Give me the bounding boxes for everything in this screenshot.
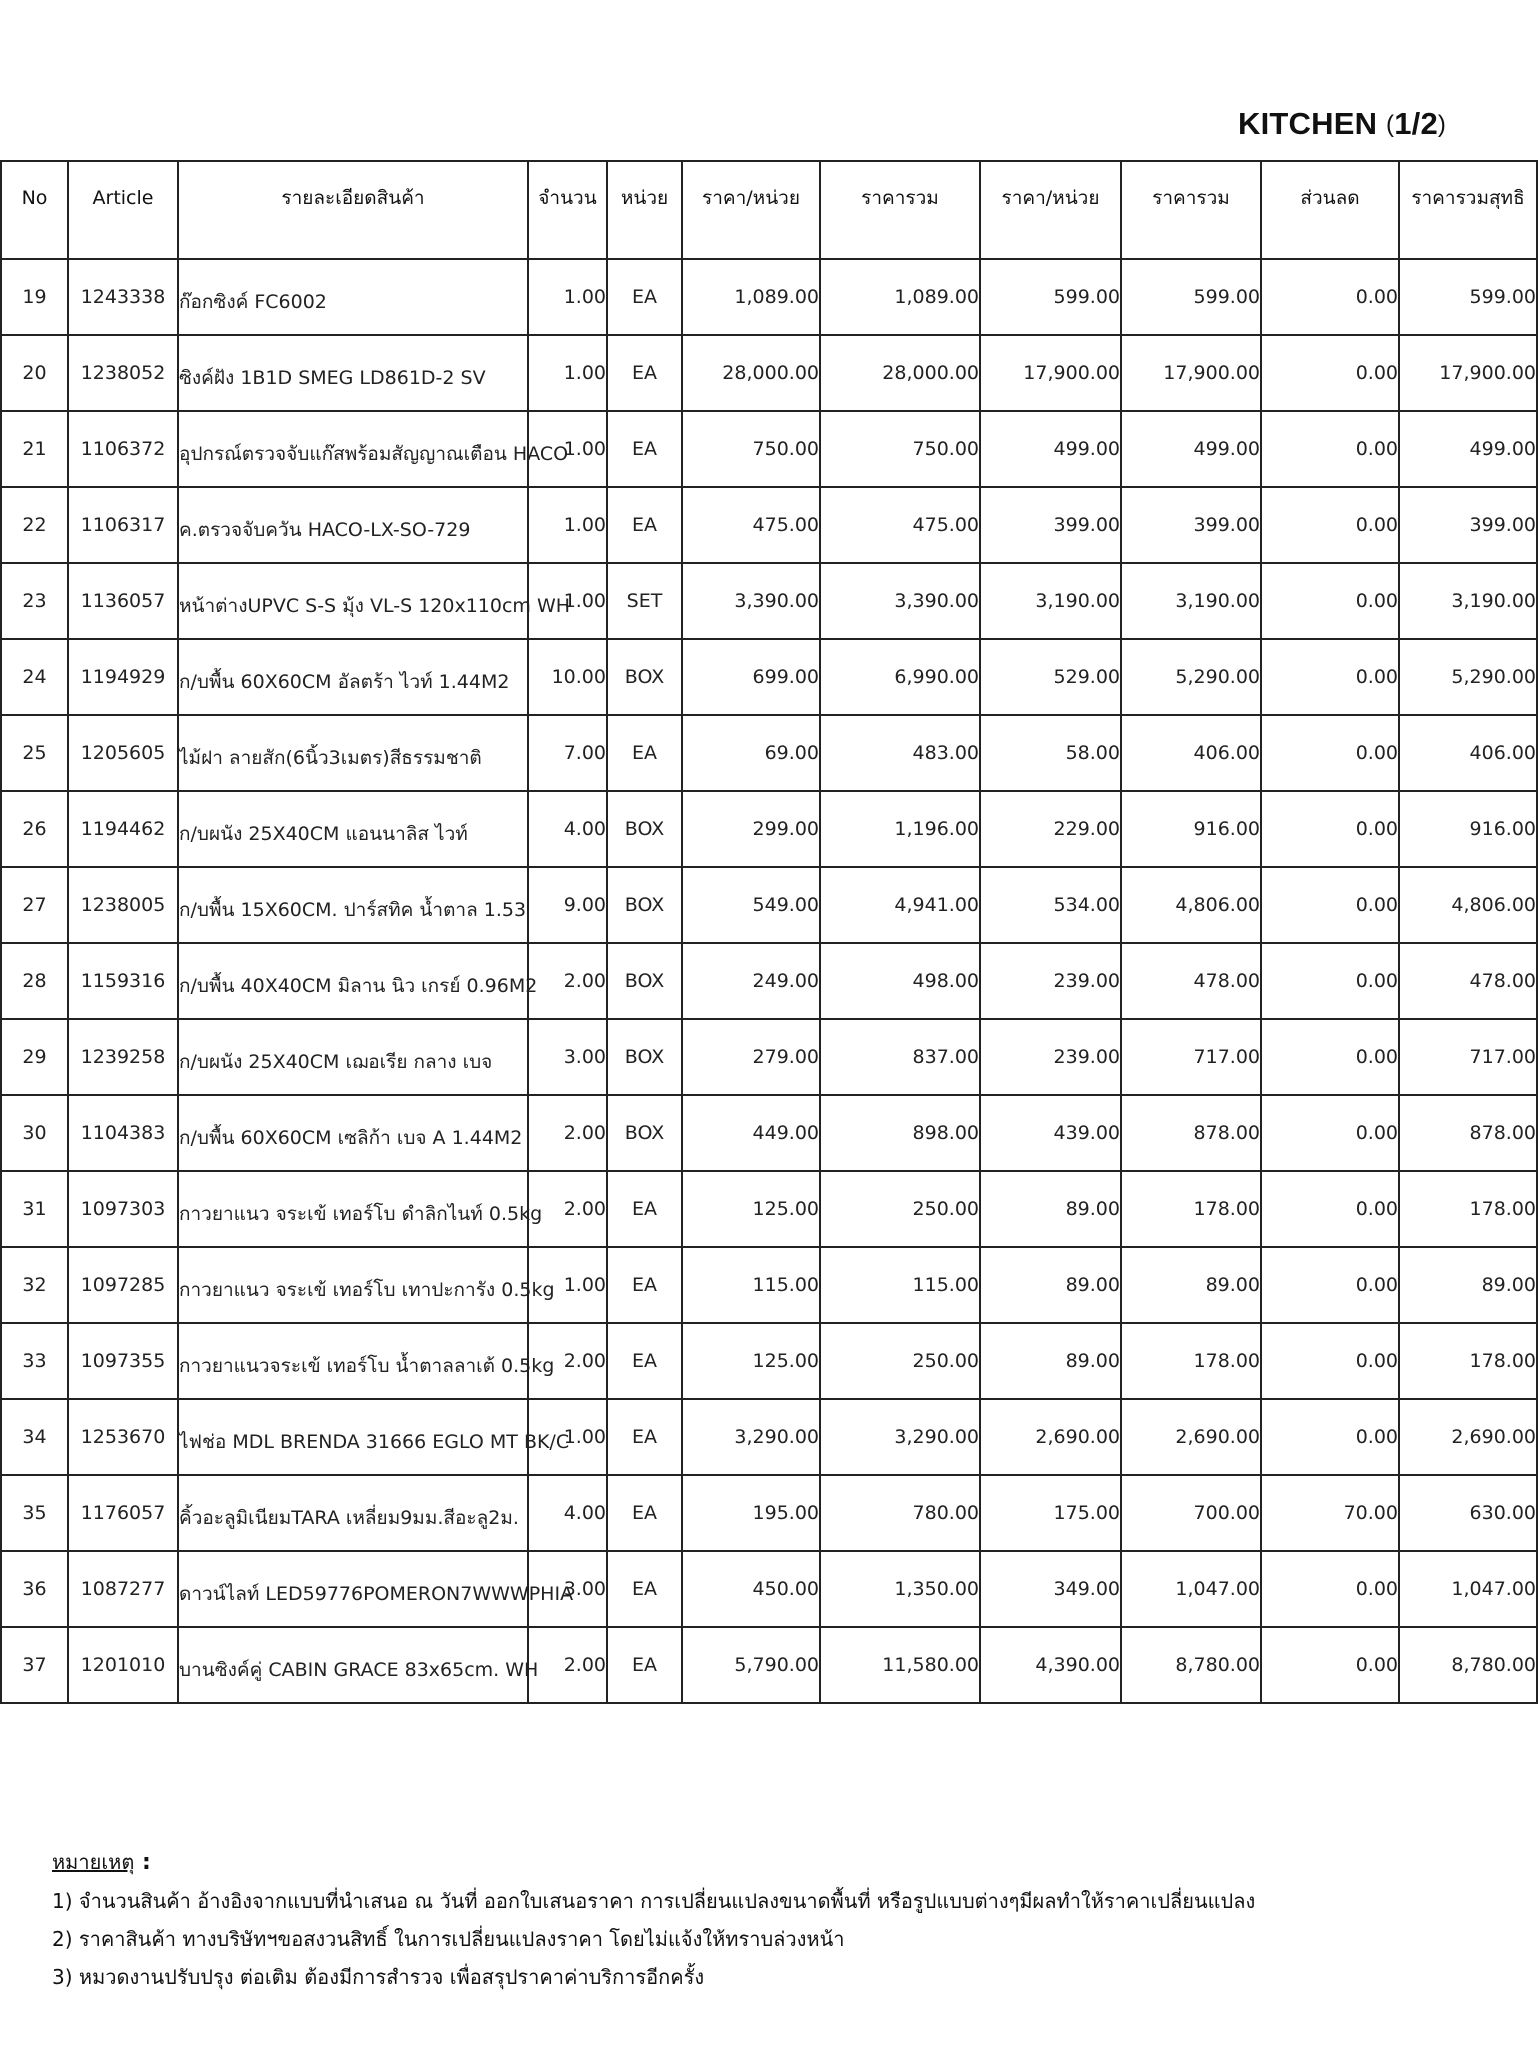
cell-net-total: 499.00	[1399, 411, 1537, 487]
cell-total-2: 1,047.00	[1121, 1551, 1261, 1627]
cell-quantity: 4.00	[528, 1475, 607, 1551]
table-row	[1, 639, 1537, 715]
cell-article: 1253670	[68, 1399, 178, 1475]
column-header-unit-price: ราคา/หน่วย	[682, 161, 820, 259]
cell-total: 3,290.00	[820, 1399, 980, 1475]
cell-total-2: 178.00	[1121, 1171, 1261, 1247]
cell-discount: 0.00	[1261, 791, 1399, 867]
cell-article: 1136057	[68, 563, 178, 639]
cell-unit: EA	[607, 1171, 682, 1247]
cell-unit-price-2: 239.00	[980, 1019, 1121, 1095]
cell-discount: 0.00	[1261, 1323, 1399, 1399]
cell-unit-price-2: 399.00	[980, 487, 1121, 563]
cell-unit-price-2: 17,900.00	[980, 335, 1121, 411]
description-text: บานซิงค์คู่ CABIN GRACE 83x65cm. WH	[179, 1659, 539, 1681]
cell-no: 26	[1, 791, 68, 867]
description-text: ก/บผนัง 25X40CM แอนนาลิส ไวท์	[179, 823, 468, 845]
cell-unit: BOX	[607, 1019, 682, 1095]
column-header-description: รายละเอียดสินค้า	[178, 161, 528, 259]
cell-article: 1159316	[68, 943, 178, 1019]
cell-total-2: 4,806.00	[1121, 867, 1261, 943]
description-text: ไฟช่อ MDL BRENDA 31666 EGLO MT BK/C	[179, 1431, 570, 1453]
cell-net-total: 4,806.00	[1399, 867, 1537, 943]
cell-total-2: 916.00	[1121, 791, 1261, 867]
cell-unit-price-2: 89.00	[980, 1171, 1121, 1247]
column-header-article: Article	[68, 161, 178, 259]
cell-description	[178, 1247, 555, 1323]
cell-quantity: 2.00	[528, 943, 607, 1019]
cell-unit: EA	[607, 487, 682, 563]
cell-article: 1097285	[68, 1247, 178, 1323]
cell-unit-price: 5,790.00	[682, 1627, 820, 1703]
description-text: ดาวน์ไลท์ LED59776POMERON7WWWPHIA	[179, 1583, 574, 1605]
table-row	[1, 1627, 1537, 1703]
description-text: หน้าต่างUPVC S-S มุ้ง VL-S 120x110cm WH	[179, 595, 571, 617]
cell-no: 28	[1, 943, 68, 1019]
table-row	[1, 1323, 1537, 1399]
cell-description	[178, 1627, 539, 1703]
cell-total: 1,089.00	[820, 259, 980, 335]
cell-discount: 0.00	[1261, 639, 1399, 715]
cell-no: 29	[1, 1019, 68, 1095]
cell-unit: EA	[607, 259, 682, 335]
cell-total-2: 3,190.00	[1121, 563, 1261, 639]
cell-article: 1087277	[68, 1551, 178, 1627]
cell-unit-price: 449.00	[682, 1095, 820, 1171]
title-open-paren: (	[1386, 111, 1395, 138]
cell-total: 1,196.00	[820, 791, 980, 867]
table-row	[1, 715, 1537, 791]
title-close-paren: )	[1437, 111, 1447, 138]
cell-unit-price: 249.00	[682, 943, 820, 1019]
notes-heading-colon: :	[134, 1850, 151, 1875]
cell-quantity: 4.00	[528, 791, 607, 867]
cell-unit-price-2: 89.00	[980, 1247, 1121, 1323]
cell-unit-price-2: 89.00	[980, 1323, 1121, 1399]
cell-unit-price: 1,089.00	[682, 259, 820, 335]
page-title	[1238, 106, 1446, 142]
cell-no: 23	[1, 563, 68, 639]
notes-section	[52, 1843, 1255, 1996]
cell-discount: 0.00	[1261, 1171, 1399, 1247]
note-line-1: 1) จำนวนสินค้า อ้างอิงจากแบบที่นำเสนอ ณ วันที่ ออกใบเสนอราคา การเปลี่ยนแปลงขนาดพื้นที่ หรือรูปแบบต่างๆมีผลทำให้ราคาเปลี่ยนแปลง	[52, 1889, 1256, 1913]
cell-total: 4,941.00	[820, 867, 980, 943]
cell-quantity: 3.00	[528, 1019, 607, 1095]
cell-total: 780.00	[820, 1475, 980, 1551]
cell-total: 28,000.00	[820, 335, 980, 411]
description-text: ก/บผนัง 25X40CM เฌอเรีย กลาง เบจ	[179, 1051, 493, 1073]
title-main: KITCHEN	[1238, 106, 1378, 141]
cell-unit: BOX	[607, 867, 682, 943]
description-text: ก/บพื้น 60X60CM อัลตร้า ไวท์ 1.44M2	[179, 671, 510, 693]
cell-total-2: 5,290.00	[1121, 639, 1261, 715]
cell-unit-price: 549.00	[682, 867, 820, 943]
cell-total: 250.00	[820, 1171, 980, 1247]
cell-no: 34	[1, 1399, 68, 1475]
cell-discount: 0.00	[1261, 867, 1399, 943]
cell-discount: 0.00	[1261, 335, 1399, 411]
cell-unit-price-2: 2,690.00	[980, 1399, 1121, 1475]
column-header-net-total: ราคารวมสุทธิ	[1399, 161, 1537, 259]
cell-description	[178, 943, 538, 1019]
cell-discount: 0.00	[1261, 1627, 1399, 1703]
cell-discount: 0.00	[1261, 1019, 1399, 1095]
cell-unit: BOX	[607, 943, 682, 1019]
cell-unit-price-2: 175.00	[980, 1475, 1121, 1551]
cell-quantity: 1.00	[528, 487, 607, 563]
description-text: กาวยาแนว จระเข้ เทอร์โบ เทาปะการัง 0.5kg	[179, 1279, 555, 1301]
cell-discount: 0.00	[1261, 259, 1399, 335]
cell-unit-price: 699.00	[682, 639, 820, 715]
cell-unit-price: 115.00	[682, 1247, 820, 1323]
cell-total-2: 399.00	[1121, 487, 1261, 563]
cell-quantity: 2.00	[528, 1323, 607, 1399]
cell-total-2: 406.00	[1121, 715, 1261, 791]
cell-total-2: 499.00	[1121, 411, 1261, 487]
cell-article: 1243338	[68, 259, 178, 335]
table-body	[1, 259, 1537, 1703]
cell-unit-price: 279.00	[682, 1019, 820, 1095]
cell-total: 837.00	[820, 1019, 980, 1095]
cell-no: 19	[1, 259, 68, 335]
cell-no: 20	[1, 335, 68, 411]
cell-discount: 0.00	[1261, 1551, 1399, 1627]
cell-article: 1205605	[68, 715, 178, 791]
cell-discount: 0.00	[1261, 943, 1399, 1019]
cell-unit-price-2: 349.00	[980, 1551, 1121, 1627]
cell-quantity: 9.00	[528, 867, 607, 943]
cell-total-2: 178.00	[1121, 1323, 1261, 1399]
table-row	[1, 1551, 1537, 1627]
cell-unit-price: 125.00	[682, 1323, 820, 1399]
cell-article: 1201010	[68, 1627, 178, 1703]
table-row	[1, 1399, 1537, 1475]
notes-heading-line	[52, 1843, 1255, 1882]
cell-unit: BOX	[607, 791, 682, 867]
cell-quantity: 10.00	[528, 639, 607, 715]
column-header-total: ราคารวม	[820, 161, 980, 259]
cell-article: 1097355	[68, 1323, 178, 1399]
cell-unit-price-2: 229.00	[980, 791, 1121, 867]
cell-unit-price-2: 439.00	[980, 1095, 1121, 1171]
cell-unit-price: 28,000.00	[682, 335, 820, 411]
cell-quantity: 1.00	[528, 563, 607, 639]
cell-quantity: 1.00	[528, 411, 607, 487]
cell-total: 250.00	[820, 1323, 980, 1399]
column-header-unit: หน่วย	[607, 161, 682, 259]
cell-quantity: 2.00	[528, 1171, 607, 1247]
cell-unit-price: 125.00	[682, 1171, 820, 1247]
cell-unit-price-2: 239.00	[980, 943, 1121, 1019]
cell-article: 1238052	[68, 335, 178, 411]
description-text: กาวยาแนวจระเข้ เทอร์โบ น้ำตาลลาเต้ 0.5kg	[179, 1355, 555, 1377]
table-header-row	[1, 161, 1537, 259]
description-text: คิ้วอะลูมิเนียมTARA เหลี่ยม9มม.สีอะลู2ม.	[179, 1507, 519, 1529]
cell-article: 1104383	[68, 1095, 178, 1171]
cell-unit-price: 69.00	[682, 715, 820, 791]
cell-unit-price: 3,290.00	[682, 1399, 820, 1475]
cell-total: 475.00	[820, 487, 980, 563]
cell-net-total: 878.00	[1399, 1095, 1537, 1171]
cell-unit: EA	[607, 1247, 682, 1323]
cell-unit-price-2: 529.00	[980, 639, 1121, 715]
description-text: ก๊อกซิงค์ FC6002	[179, 291, 327, 313]
title-page-number: 1/2	[1394, 106, 1438, 141]
cell-total: 498.00	[820, 943, 980, 1019]
cell-description	[178, 1399, 570, 1475]
cell-description	[178, 563, 571, 639]
table-row	[1, 487, 1537, 563]
cell-total: 898.00	[820, 1095, 980, 1171]
cell-quantity: 1.00	[528, 1399, 607, 1475]
cell-description	[178, 335, 528, 411]
column-header-unit-price-2: ราคา/หน่วย	[980, 161, 1121, 259]
cell-unit-price: 450.00	[682, 1551, 820, 1627]
cell-net-total: 2,690.00	[1399, 1399, 1537, 1475]
cell-description	[178, 1171, 543, 1247]
cell-no: 30	[1, 1095, 68, 1171]
cell-total: 115.00	[820, 1247, 980, 1323]
table-row	[1, 1171, 1537, 1247]
cell-no: 33	[1, 1323, 68, 1399]
cell-net-total: 478.00	[1399, 943, 1537, 1019]
cell-discount: 0.00	[1261, 1247, 1399, 1323]
column-header-no: No	[1, 161, 68, 259]
description-text: กาวยาแนว จระเข้ เทอร์โบ ดำลิกไนท์ 0.5kg	[179, 1203, 543, 1225]
cell-net-total: 406.00	[1399, 715, 1537, 791]
cell-total: 483.00	[820, 715, 980, 791]
cell-net-total: 5,290.00	[1399, 639, 1537, 715]
items-table	[0, 160, 1538, 1704]
cell-total-2: 478.00	[1121, 943, 1261, 1019]
cell-unit-price: 3,390.00	[682, 563, 820, 639]
cell-description	[178, 1095, 528, 1171]
cell-total-2: 17,900.00	[1121, 335, 1261, 411]
cell-unit-price: 299.00	[682, 791, 820, 867]
cell-unit-price-2: 534.00	[980, 867, 1121, 943]
description-text: ก/บพื้น 15X60CM. ปาร์สทิค น้ำตาล 1.53	[179, 899, 527, 921]
cell-article: 1238005	[68, 867, 178, 943]
cell-total-2: 2,690.00	[1121, 1399, 1261, 1475]
column-header-quantity: จำนวน	[528, 161, 607, 259]
cell-description	[178, 791, 528, 867]
note-line-3: 3) หมวดงานปรับปรุง ต่อเติม ต้องมีการสำรวจ เพื่อสรุปราคาค่าบริการอีกครั้ง	[52, 1965, 705, 1989]
cell-description	[178, 259, 528, 335]
table-row	[1, 1247, 1537, 1323]
cell-unit-price-2: 499.00	[980, 411, 1121, 487]
cell-no: 32	[1, 1247, 68, 1323]
table-row	[1, 335, 1537, 411]
cell-quantity: 1.00	[528, 1247, 607, 1323]
cell-total-2: 700.00	[1121, 1475, 1261, 1551]
cell-quantity: 1.00	[528, 259, 607, 335]
column-header-total-2: ราคารวม	[1121, 161, 1261, 259]
cell-net-total: 599.00	[1399, 259, 1537, 335]
cell-net-total: 8,780.00	[1399, 1627, 1537, 1703]
cell-unit-price-2: 599.00	[980, 259, 1121, 335]
cell-quantity: 7.00	[528, 715, 607, 791]
table-row	[1, 1095, 1537, 1171]
cell-article: 1106317	[68, 487, 178, 563]
table-row	[1, 563, 1537, 639]
cell-total: 11,580.00	[820, 1627, 980, 1703]
cell-no: 24	[1, 639, 68, 715]
cell-total-2: 599.00	[1121, 259, 1261, 335]
cell-quantity: 1.00	[528, 335, 607, 411]
cell-quantity: 2.00	[528, 1095, 607, 1171]
cell-unit: EA	[607, 1323, 682, 1399]
cell-net-total: 89.00	[1399, 1247, 1537, 1323]
cell-article: 1194929	[68, 639, 178, 715]
description-text: ไม้ฝา ลายสัก(6นิ้ว3เมตร)สีธรรมชาติ	[179, 747, 482, 769]
cell-unit: EA	[607, 1475, 682, 1551]
cell-no: 27	[1, 867, 68, 943]
cell-unit-price-2: 3,190.00	[980, 563, 1121, 639]
cell-description	[178, 487, 528, 563]
cell-description	[178, 1323, 555, 1399]
description-text: อุปกรณ์ตรวจจับแก๊สพร้อมสัญญาณเตือน HACO	[179, 443, 569, 465]
cell-discount: 70.00	[1261, 1475, 1399, 1551]
table-row	[1, 943, 1537, 1019]
description-text: ค.ตรวจจับควัน HACO-LX-SO-729	[179, 519, 471, 541]
cell-no: 22	[1, 487, 68, 563]
cell-total-2: 8,780.00	[1121, 1627, 1261, 1703]
cell-net-total: 178.00	[1399, 1323, 1537, 1399]
cell-unit: EA	[607, 715, 682, 791]
cell-net-total: 630.00	[1399, 1475, 1537, 1551]
cell-no: 21	[1, 411, 68, 487]
cell-net-total: 916.00	[1399, 791, 1537, 867]
cell-unit: EA	[607, 1551, 682, 1627]
cell-unit: EA	[607, 335, 682, 411]
cell-total: 1,350.00	[820, 1551, 980, 1627]
cell-article: 1097303	[68, 1171, 178, 1247]
cell-net-total: 399.00	[1399, 487, 1537, 563]
cell-unit-price: 195.00	[682, 1475, 820, 1551]
cell-net-total: 1,047.00	[1399, 1551, 1537, 1627]
cell-unit: EA	[607, 1627, 682, 1703]
table-row	[1, 1019, 1537, 1095]
cell-article: 1106372	[68, 411, 178, 487]
cell-no: 31	[1, 1171, 68, 1247]
cell-unit-price: 750.00	[682, 411, 820, 487]
cell-article: 1239258	[68, 1019, 178, 1095]
cell-description	[178, 411, 569, 487]
table-row	[1, 259, 1537, 335]
cell-unit-price: 475.00	[682, 487, 820, 563]
cell-description	[178, 1551, 574, 1627]
cell-net-total: 3,190.00	[1399, 563, 1537, 639]
cell-discount: 0.00	[1261, 411, 1399, 487]
table-row	[1, 791, 1537, 867]
table-row	[1, 867, 1537, 943]
cell-total: 3,390.00	[820, 563, 980, 639]
cell-unit: BOX	[607, 639, 682, 715]
cell-no: 37	[1, 1627, 68, 1703]
cell-total-2: 878.00	[1121, 1095, 1261, 1171]
column-header-discount: ส่วนลด	[1261, 161, 1399, 259]
cell-net-total: 717.00	[1399, 1019, 1537, 1095]
cell-discount: 0.00	[1261, 563, 1399, 639]
table-row	[1, 411, 1537, 487]
cell-total: 6,990.00	[820, 639, 980, 715]
cell-total: 750.00	[820, 411, 980, 487]
cell-total-2: 717.00	[1121, 1019, 1261, 1095]
cell-description	[178, 1019, 528, 1095]
cell-discount: 0.00	[1261, 487, 1399, 563]
cell-unit-price-2: 4,390.00	[980, 1627, 1121, 1703]
cell-quantity: 3.00	[528, 1551, 607, 1627]
cell-unit: EA	[607, 411, 682, 487]
cell-description	[178, 1475, 528, 1551]
cell-quantity: 2.00	[528, 1627, 607, 1703]
cell-discount: 0.00	[1261, 1399, 1399, 1475]
cell-net-total: 17,900.00	[1399, 335, 1537, 411]
cell-unit: BOX	[607, 1095, 682, 1171]
cell-article: 1194462	[68, 791, 178, 867]
cell-no: 36	[1, 1551, 68, 1627]
description-text: ซิงค์ฝัง 1B1D SMEG LD861D-2 SV	[179, 367, 486, 389]
notes-heading: หมายเหตุ	[52, 1850, 135, 1874]
cell-net-total: 178.00	[1399, 1171, 1537, 1247]
cell-unit-price-2: 58.00	[980, 715, 1121, 791]
cell-description	[178, 639, 528, 715]
cell-discount: 0.00	[1261, 715, 1399, 791]
cell-no: 35	[1, 1475, 68, 1551]
cell-article: 1176057	[68, 1475, 178, 1551]
description-text: ก/บพื้น 40X40CM มิลาน นิว เกรย์ 0.96M2	[179, 975, 538, 997]
cell-description	[178, 867, 528, 943]
cell-unit: SET	[607, 563, 682, 639]
cell-discount: 0.00	[1261, 1095, 1399, 1171]
cell-description	[178, 715, 528, 791]
description-text: ก/บพื้น 60X60CM เซลิก้า เบจ A 1.44M2	[179, 1127, 523, 1149]
cell-unit: EA	[607, 1399, 682, 1475]
cell-total-2: 89.00	[1121, 1247, 1261, 1323]
cell-no: 25	[1, 715, 68, 791]
note-line-2: 2) ราคาสินค้า ทางบริษัทฯขอสงวนสิทธิ์ ในการเปลี่ยนแปลงราคา โดยไม่แจ้งให้ทราบล่วงหน้า	[52, 1927, 845, 1951]
table-row	[1, 1475, 1537, 1551]
